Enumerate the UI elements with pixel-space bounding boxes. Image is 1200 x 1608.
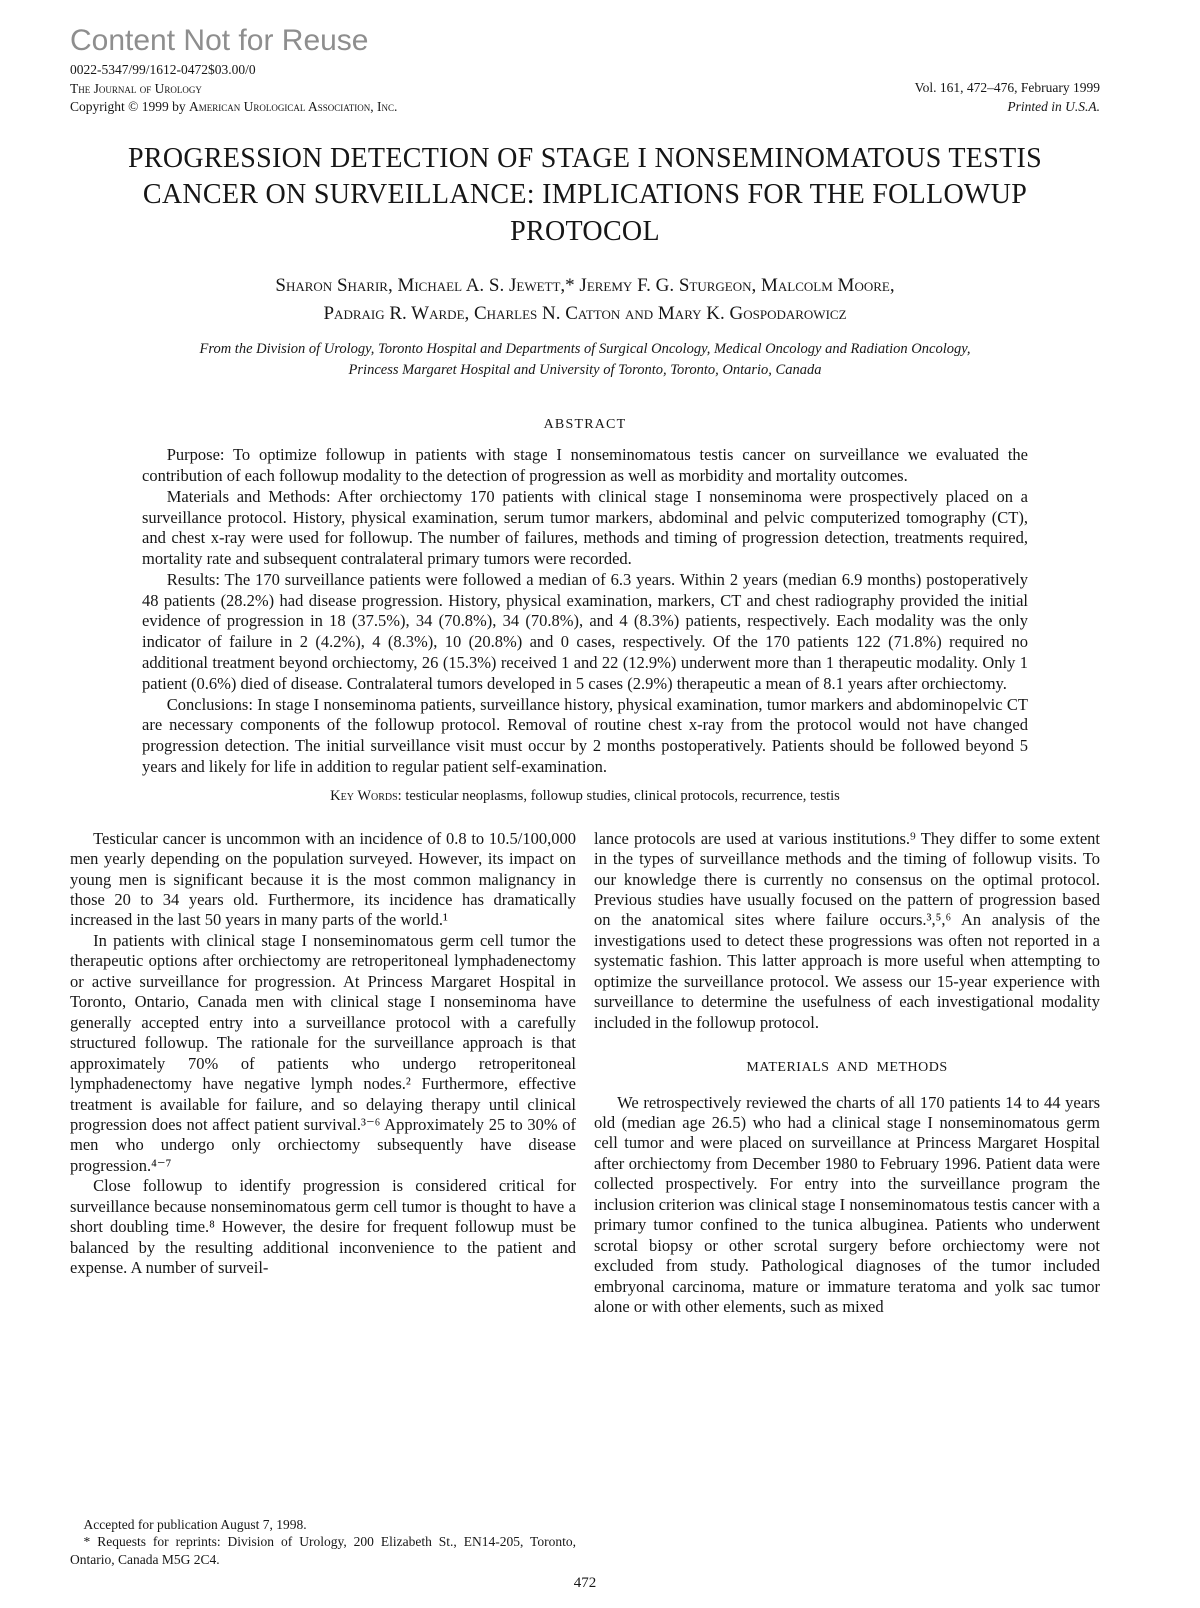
methods-paragraph-1: We retrospectively reviewed the charts of all 170 patients 14 to 44 years old (median age 26.5) who had a clinical stage I nonseminomatous germ cell tumor and were placed on surveillance at Princess Margaret Hospital after orchiectomy from December 1980 to February 1996. Patient data were collected prospectively. For entry into the surveillance program the inclusion criterion was clinical stage I nonseminomatous testis cancer with a primary tumor confined to the tunica albuginea. Patients who underwent scrotal biopsy or other scrotal surgery before orchiectomy were not excluded from study. Pathological diagnoses of the tumor included embryonal carcinoma, mature or immature teratoma and yolk sac tumor alone or with other elements, such as mixed bbox=[594, 1092, 1100, 1317]
journal-header bbox=[70, 61, 1100, 117]
footnote-block bbox=[70, 1502, 576, 1569]
affiliation-line-1: From the Division of Urology, Toronto Hospital and Departments of Surgical Oncology, Medical Oncology and Radiation Oncology, bbox=[199, 341, 971, 358]
intro-paragraph-3: Close followup to identify progression is considered critical for surveillance because nonseminomatous germ cell tumor is thought to have a short doubling time.⁸ However, the desire for frequent followup must be balanced by the resulting additional inconvenience to the patient and expense. A number of surveil- bbox=[70, 1176, 576, 1278]
footnote-accepted: Accepted for publication August 7, 1998. bbox=[83, 1516, 307, 1532]
abstract-conclusions: Conclusions: In stage I nonseminoma patients, surveillance history, physical examination, tumor markers and abdominopelvic CT are necessary components of the followup protocol. Removal of routine chest x-ray from the protocol would not have changed progression detection. The initial surveillance visit must occur by 2 months postoperatively. Patients should be followed beyond 5 years and likely for life in addition to regular patient self-examination. bbox=[142, 694, 1028, 776]
affiliation-block bbox=[70, 339, 1100, 381]
affiliation-line-2: Princess Margaret Hospital and University of Toronto, Toronto, Ontario, Canada bbox=[348, 362, 822, 379]
keywords-text: testicular neoplasms, followup studies, clinical protocols, recurrence, testis bbox=[401, 787, 840, 804]
intro-paragraph-2: In patients with clinical stage I nonseminomatous germ cell tumor the therapeutic options after orchiectomy are retroperitoneal lymphadenectomy or active surveillance for progression. At Princess Margaret Hospital in Toronto, Ontario, Canada men with clinical stage I nonseminoma have generally accepted entry into a surveillance protocol with a carefully structured followup. The rationale for the surveillance approach is that approximately 70% of patients who undergo retroperitoneal lymphadenectomy have negative lymph nodes.² Furthermore, effective treatment is available for failure, and so delaying therapy until clinical progression does not affect patient survival.³⁻⁶ Approximately 25 to 30% of men who undergo only orchiectomy subsequently have disease progression.⁴⁻⁷ bbox=[70, 930, 576, 1175]
copyright-org: American Urological Association, Inc. bbox=[189, 99, 398, 115]
materials-methods-heading: MATERIALS AND METHODS bbox=[746, 1060, 948, 1076]
intro-paragraph-4: lance protocols are used at various institutions.⁹ They differ to some extent in the types of surveillance methods and the timing of followup visits. To our knowledge there is currently no consensus on the optimal protocol. Previous studies have usually focused on the pattern of progression based on the anatomical sites where failure occurs.³,⁵,⁶ An analysis of the investigations used to detect these progressions was often not reported in a systematic fashion. This latter approach is more useful when attempting to optimize the surveillance protocol. We assess our 15-year experience with surveillance to determine the usefulness of each investigational modality included in the followup protocol. bbox=[594, 828, 1100, 1032]
authors-line-2: Padraig R. Warde, Charles N. Catton and Mary K. Gospodarowicz bbox=[323, 302, 847, 324]
abstract-block bbox=[142, 445, 1028, 778]
body-columns bbox=[70, 829, 1100, 1569]
right-column bbox=[594, 829, 1100, 1569]
page-number: 472 bbox=[573, 1575, 597, 1591]
watermark-text: Content Not for Reuse bbox=[70, 24, 369, 57]
authors-line-1: Sharon Sharir, Michael A. S. Jewett,* Jeremy F. G. Sturgeon, Malcolm Moore, bbox=[275, 275, 895, 297]
issn-code-line: 0022-5347/99/1612-0472$03.00/0 bbox=[70, 62, 256, 77]
footnote-reprints: * Requests for reprints: Division of Urology, 200 Elizabeth St., EN14-205, Toronto, Ontario, Canada M5G 2C4. bbox=[70, 1534, 576, 1568]
copyright-line bbox=[70, 98, 397, 117]
keywords-label: Key Words: bbox=[330, 787, 402, 804]
abstract-heading: ABSTRACT bbox=[543, 417, 627, 433]
authors-block bbox=[70, 272, 1100, 327]
article-title: PROGRESSION DETECTION OF STAGE I NONSEMINOMATOUS TESTIS CANCER ON SURVEILLANCE: IMPLICATIONS FOR THE FOLLOWUP PROTOCOL bbox=[128, 142, 1042, 247]
header-left bbox=[70, 61, 397, 117]
copyright-prefix: Copyright © 1999 by bbox=[70, 99, 190, 115]
left-column bbox=[70, 829, 576, 1569]
intro-paragraph-1: Testicular cancer is uncommon with an incidence of 0.8 to 10.5/100,000 men yearly depending on the population surveyed. However, its impact on young men is significant because it is the most common malignancy in those 20 to 34 years old. Furthermore, its incidence has dramatically increased in the last 50 years in many parts of the world.¹ bbox=[70, 828, 576, 930]
keywords-line bbox=[70, 788, 1100, 805]
abstract-purpose: Purpose: To optimize followup in patients with stage I nonseminomatous testis cancer on surveillance we evaluated the contribution of each followup modality to the detection of progression as well as morbidity and mortality outcomes. bbox=[142, 445, 1028, 485]
abstract-results: Results: The 170 surveillance patients were followed a median of 6.3 years. Within 2 years (median 6.9 months) postoperatively 48 patients (28.2%) had disease progression. History, physical examination, markers, CT and chest radiography provided the initial evidence of progression in 18 (37.5%), 34 (70.8%), 34 (70.8%), and 4 (8.3%) patients, respectively. Each modality was the only indicator of failure in 2 (4.2%), 4 (8.3%), 10 (20.8%) and 0 cases, respectively. Of the 170 patients 122 (71.8%) required no additional treatment beyond orchiectomy, 26 (15.3%) received 1 and 22 (12.9%) underwent more than 1 therapeutic modality. Only 1 patient (0.6%) died of disease. Contralateral tumors developed in 5 cases (2.9%) therapeutic a mean of 8.1 years after orchiectomy. bbox=[142, 569, 1028, 693]
header-right bbox=[915, 79, 1100, 117]
printed-line: Printed in U.S.A. bbox=[1007, 98, 1100, 114]
abstract-materials: Materials and Methods: After orchiectomy 170 patients with clinical stage I nonseminoma were prospectively placed on a surveillance protocol. History, physical examination, serum tumor markers, abdominal and pelvic computerized tomography (CT), and chest x-ray were used for followup. The number of failures, methods and timing of progression detection, treatments required, mortality rate and subsequent contralateral primary tumors were recorded. bbox=[142, 486, 1028, 569]
volume-line: Vol. 161, 472–476, February 1999 bbox=[914, 80, 1100, 95]
journal-name: The Journal of Urology bbox=[70, 80, 202, 96]
